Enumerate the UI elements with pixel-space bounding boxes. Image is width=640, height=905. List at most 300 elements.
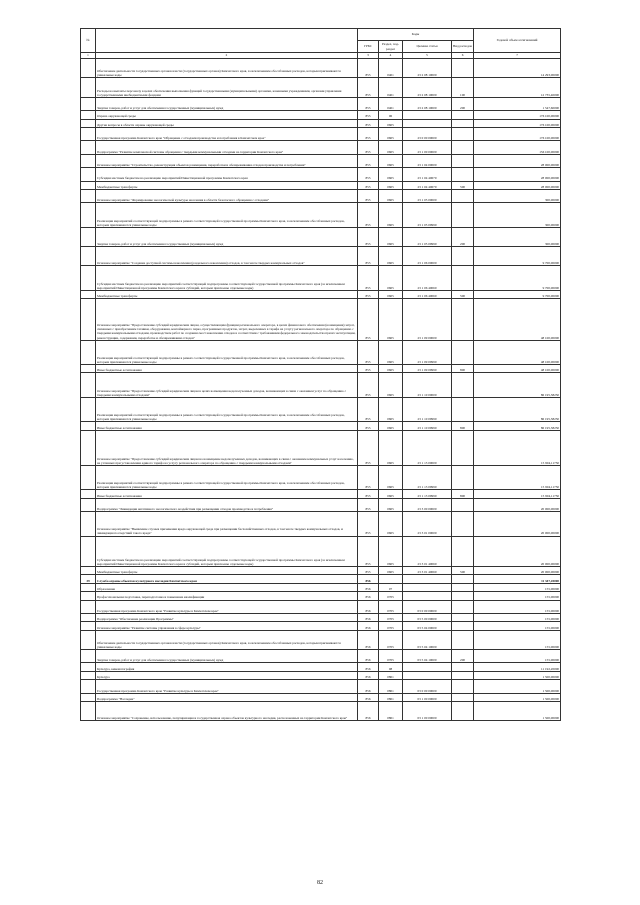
row-target-article <box>403 592 452 600</box>
row-amount: 48 100,00000 <box>474 299 561 340</box>
row-amount: 155,00000 <box>474 592 561 600</box>
row-section: 0605 <box>379 422 403 430</box>
row-target-article: 03 5 04 10000 <box>403 630 452 649</box>
row-expense-type <box>452 680 474 693</box>
row-expense-type <box>452 702 474 721</box>
row-section: 0401 <box>379 78 403 97</box>
table-row <box>81 575 561 583</box>
row-number <box>81 600 96 613</box>
row-name: Профессиональная подготовка, переподготовка и повышение квалификации <box>96 592 358 600</box>
row-target-article: 23 1 06 40060 <box>403 290 452 298</box>
row-expense-type <box>452 127 474 140</box>
row-target-article: 03 5 04 00000 <box>403 622 452 630</box>
row-expense-type <box>452 498 474 511</box>
row-name: Закупка товаров, работ и услуг для обеспечения государственных (муниципальных) нужд <box>96 227 358 246</box>
row-number <box>81 141 96 154</box>
row-number <box>81 512 96 536</box>
row-target-article: 23 1 04 40670 <box>403 181 452 189</box>
table-row <box>81 247 561 266</box>
row-grbs: 855 <box>358 127 379 140</box>
table-row <box>81 290 561 298</box>
row-name: Основное мероприятие "Выявление случаев причинения вреда окружающей среде при размещении бесхозяйственных отходов, в том числе твердых коммунальных отходов, и ликвидация последствий такого вреда" <box>96 512 358 536</box>
row-name: Иные бюджетные ассигнования <box>96 490 358 498</box>
row-amount: 86 195,38250 <box>474 397 561 421</box>
row-name: Реализация мероприятий соответствующей подпрограммы в рамках соответствующей государственной программы Камчатского края, за исключением обособленных расходов, которым присваиваются уникальные коды <box>96 340 358 364</box>
row-number <box>81 702 96 721</box>
row-amount: 156 100,00000 <box>474 141 561 154</box>
row-name: Государственная программа Камчатского края "Развитие культуры в Камчатском крае" <box>96 680 358 693</box>
row-amount: 155,00000 <box>474 600 561 613</box>
table-row <box>81 299 561 340</box>
row-target-article: 23 1 05 09990 <box>403 203 452 227</box>
row-grbs: 855 <box>358 430 379 465</box>
row-amount: 9 700,00000 <box>474 266 561 290</box>
row-name: Обеспечение деятельности государственных органов власти (государственных органов) Камчатского края, за исключением обособленных расходов, которым присваиваются уникальные коды <box>96 630 358 649</box>
row-name: Подпрограмма "Наследие" <box>96 693 358 701</box>
row-expense-type <box>452 141 474 154</box>
row-section: 0705 <box>379 650 403 663</box>
row-amount: 28 000,00000 <box>474 168 561 181</box>
row-target-article: 23 1 09 09990 <box>403 365 452 373</box>
row-name: Иные бюджетные ассигнования <box>96 365 358 373</box>
row-expense-type <box>452 663 474 671</box>
row-grbs: 856 <box>358 575 379 583</box>
row-target-article: 23 1 10 00000 <box>403 373 452 397</box>
row-expense-type: 200 <box>452 650 474 663</box>
row-section: 0801 <box>379 693 403 701</box>
row-number <box>81 111 96 119</box>
row-expense-type <box>452 671 474 679</box>
table-row <box>81 154 561 167</box>
row-section: 0605 <box>379 373 403 397</box>
row-amount: 1 500,00000 <box>474 680 561 693</box>
row-expense-type <box>452 600 474 613</box>
table-row <box>81 498 561 511</box>
row-amount: 300,00000 <box>474 189 561 202</box>
row-section: 0401 <box>379 97 403 110</box>
row-grbs: 855 <box>358 168 379 181</box>
row-amount: 1 500,00000 <box>474 702 561 721</box>
row-grbs: 855 <box>358 59 379 78</box>
row-section: 0705 <box>379 613 403 621</box>
row-number <box>81 203 96 227</box>
row-expense-type <box>452 154 474 167</box>
row-target-article: 23 1 05 09990 <box>403 227 452 246</box>
row-grbs: 855 <box>358 422 379 430</box>
row-number <box>81 97 96 110</box>
row-grbs: 855 <box>358 227 379 246</box>
row-amount: 155,00000 <box>474 622 561 630</box>
row-target-article: 03 0 00 00000 <box>403 600 452 613</box>
row-expense-type <box>452 430 474 465</box>
row-target-article: 23 3 00 00000 <box>403 498 452 511</box>
row-grbs: 855 <box>358 290 379 298</box>
row-number <box>81 59 96 78</box>
row-section: 0605 <box>379 227 403 246</box>
row-number <box>81 630 96 649</box>
row-amount: 176 100,00000 <box>474 111 561 119</box>
row-target-article <box>403 119 452 127</box>
row-name: Расходы на выплаты персоналу в целях обеспечения выполнения функций государственными (муниципальными) органами, казенными учреждениями, органами управления государственными внебюджетными фондами <box>96 78 358 97</box>
row-amount: 176 100,00000 <box>474 127 561 140</box>
table-row <box>81 630 561 649</box>
table-row <box>81 680 561 693</box>
column-index: 7 <box>474 53 561 59</box>
row-target-article: 23 1 04 00000 <box>403 154 452 167</box>
row-expense-type <box>452 266 474 290</box>
row-amount: 48 100,00000 <box>474 365 561 373</box>
header-no: № <box>81 29 96 53</box>
row-name: Служба охраны объектов культурного наследия Камчатского края <box>96 575 358 583</box>
table-row <box>81 512 561 536</box>
row-grbs: 855 <box>358 154 379 167</box>
row-target-article: 23 1 09 00000 <box>403 299 452 340</box>
row-expense-type <box>452 630 474 649</box>
header-total: Годовой объем ассигнований <box>474 29 561 53</box>
row-name: Реализация мероприятий соответствующей подпрограммы в рамках соответствующей государственной программы Камчатского края, за исключением обособленных расходов, которым присваиваются уникальные коды <box>96 397 358 421</box>
row-name: Другие вопросы в области охраны окружающей среды <box>96 119 358 127</box>
row-number <box>81 650 96 663</box>
row-amount: 9 700,00000 <box>474 290 561 298</box>
row-section: 0705 <box>379 592 403 600</box>
row-grbs: 855 <box>358 181 379 189</box>
row-target-article: 03 5 00 00000 <box>403 613 452 621</box>
row-amount: 155,00000 <box>474 613 561 621</box>
row-target-article: 23 1 04 40670 <box>403 168 452 181</box>
row-amount: 28 000,00000 <box>474 181 561 189</box>
row-section: 0705 <box>379 622 403 630</box>
table-row <box>81 203 561 227</box>
row-expense-type <box>452 168 474 181</box>
row-section: 0605 <box>379 566 403 574</box>
row-amount: 20 000,00000 <box>474 536 561 566</box>
row-amount: 1 500,00000 <box>474 693 561 701</box>
row-grbs: 855 <box>358 78 379 97</box>
row-section: 0605 <box>379 181 403 189</box>
row-number <box>81 693 96 701</box>
row-name: Охрана окружающей среды <box>96 111 358 119</box>
column-index: 1 <box>81 53 96 59</box>
row-expense-type <box>452 119 474 127</box>
row-number <box>81 78 96 97</box>
row-expense-type <box>452 340 474 364</box>
row-section: 0605 <box>379 490 403 498</box>
table-row <box>81 671 561 679</box>
row-amount: 11 192,20000 <box>474 663 561 671</box>
row-expense-type <box>452 512 474 536</box>
table-row <box>81 465 561 489</box>
row-section <box>379 575 403 583</box>
row-expense-type: 800 <box>452 422 474 430</box>
row-name: Межбюджетные трансферты <box>96 290 358 298</box>
row-section: 0401 <box>379 59 403 78</box>
row-target-article: 23 1 09 09990 <box>403 340 452 364</box>
row-expense-type: 200 <box>452 97 474 110</box>
table-row <box>81 340 561 364</box>
table-row <box>81 583 561 591</box>
row-target-article <box>403 111 452 119</box>
column-index: 5 <box>403 53 452 59</box>
row-section: 0605 <box>379 465 403 489</box>
table-row <box>81 702 561 721</box>
row-number <box>81 365 96 373</box>
row-number <box>81 680 96 693</box>
row-name: Культура, кинематография <box>96 663 358 671</box>
table-row <box>81 490 561 498</box>
table-row <box>81 422 561 430</box>
row-name: Образование <box>96 583 358 591</box>
header-grbs: ГРБС <box>358 41 379 53</box>
row-section: 07 <box>379 583 403 591</box>
row-name: Культура <box>96 671 358 679</box>
table-row <box>81 97 561 110</box>
row-name: Реализация мероприятий соответствующей подпрограммы в рамках соответствующей государственной программы Камчатского края, за исключением обособленных расходов, которым присваиваются уникальные коды <box>96 465 358 489</box>
row-name: Субсидии местным бюджетам на реализацию мероприятий соответствующей подпрограммы соответствующей государственной программы Камчатского края (за исключением мероприятий Инвестиционной программы Камчатского края и субсидий, которым присвоены отдельные коды) <box>96 266 358 290</box>
row-amount: 15 904,11750 <box>474 430 561 465</box>
table-body <box>81 59 561 721</box>
row-section: 0605 <box>379 189 403 202</box>
row-number <box>81 566 96 574</box>
row-expense-type <box>452 397 474 421</box>
row-grbs: 856 <box>358 671 379 679</box>
row-expense-type: 500 <box>452 566 474 574</box>
row-name: Реализация мероприятий соответствующей подпрограммы в рамках соответствующей государственной программы Камчатского края, за исключением обособленных расходов, которым присваиваются уникальные коды <box>96 203 358 227</box>
row-section: 0605 <box>379 119 403 127</box>
row-expense-type <box>452 373 474 397</box>
row-name: Основное мероприятие "Предоставление субсидий юридическим лицам в целях возмещения недополученных доходов, возникающих в связи с оказанием услуг по обращению с твердыми коммунальными отходами" <box>96 373 358 397</box>
row-number <box>81 663 96 671</box>
table-row <box>81 566 561 574</box>
row-name: Обеспечение деятельности государственных органов власти (государственных органов) Камчатского края, за исключением обособленных расходов, которым присваиваются уникальные коды <box>96 59 358 78</box>
row-amount: 20 000,00000 <box>474 512 561 536</box>
row-number <box>81 613 96 621</box>
row-number <box>81 340 96 364</box>
row-section: 0605 <box>379 247 403 266</box>
table-row <box>81 181 561 189</box>
row-expense-type: 500 <box>452 290 474 298</box>
row-target-article: 23 2 08 10000 <box>403 97 452 110</box>
row-number <box>81 181 96 189</box>
row-grbs: 855 <box>358 111 379 119</box>
row-section: 0605 <box>379 168 403 181</box>
row-target-article: 03 1 00 00000 <box>403 702 452 721</box>
row-target-article: 23 1 00 00000 <box>403 141 452 154</box>
row-number <box>81 498 96 511</box>
row-name: Основное мероприятие "Предоставление субсидий юридическим лицам на возмещение недополученных доходов, возникающих в связи с оказанием коммунальных услуг населению, не учтенных при установлении единого тарифа на услугу регионального оператора по обращению с твердыми коммунальными отходами" <box>96 430 358 465</box>
row-number <box>81 583 96 591</box>
column-index: 3 <box>358 53 379 59</box>
row-amount: 1 500,00000 <box>474 671 561 679</box>
row-target-article: 23 3 01 40060 <box>403 566 452 574</box>
row-amount: 176 100,00000 <box>474 119 561 127</box>
row-expense-type <box>452 247 474 266</box>
row-amount: 300,00000 <box>474 203 561 227</box>
row-number <box>81 422 96 430</box>
row-number <box>81 119 96 127</box>
row-section: 0801 <box>379 702 403 721</box>
table-row <box>81 373 561 397</box>
table-row <box>81 168 561 181</box>
row-name: Межбюджетные трансферты <box>96 566 358 574</box>
row-number <box>81 154 96 167</box>
row-name: Основное мероприятие "Строительство, реконструкция объектов размещения, переработки и обезвреживания отходов производства и потребления" <box>96 154 358 167</box>
row-amount: 86 195,38250 <box>474 373 561 397</box>
row-section: 0605 <box>379 141 403 154</box>
row-grbs: 856 <box>358 622 379 630</box>
row-grbs: 856 <box>358 680 379 693</box>
table-row <box>81 600 561 613</box>
row-grbs: 856 <box>358 583 379 591</box>
header-expense-type: Вид расходов <box>452 41 474 53</box>
table-row <box>81 663 561 671</box>
row-grbs: 855 <box>358 203 379 227</box>
row-target-article <box>403 663 452 671</box>
row-expense-type <box>452 299 474 340</box>
row-section: 0605 <box>379 498 403 511</box>
row-target-article <box>403 575 452 583</box>
row-section: 0605 <box>379 127 403 140</box>
table-row <box>81 613 561 621</box>
row-name: Субсидии местным бюджетам на реализацию мероприятий Инвестиционной программы Камчатского края <box>96 168 358 181</box>
table-row <box>81 266 561 290</box>
row-section: 0705 <box>379 630 403 649</box>
row-section: 0801 <box>379 671 403 679</box>
row-grbs: 855 <box>358 247 379 266</box>
row-grbs: 855 <box>358 119 379 127</box>
header-razdel: Раздел, под-раздел <box>379 41 403 53</box>
row-amount: 155,00000 <box>474 650 561 663</box>
column-index: 6 <box>452 53 474 59</box>
table-row <box>81 430 561 465</box>
row-target-article: 23 3 01 00000 <box>403 512 452 536</box>
table-row <box>81 397 561 421</box>
table-row <box>81 622 561 630</box>
row-grbs: 855 <box>358 566 379 574</box>
row-expense-type <box>452 203 474 227</box>
table-row <box>81 111 561 119</box>
row-number <box>81 465 96 489</box>
row-target-article: 23 2 08 10000 <box>403 78 452 97</box>
row-grbs: 855 <box>358 141 379 154</box>
row-target-article <box>403 671 452 679</box>
row-number <box>81 168 96 181</box>
row-section: 0605 <box>379 365 403 373</box>
row-grbs: 855 <box>358 373 379 397</box>
row-target-article: 03 1 00 00000 <box>403 693 452 701</box>
row-target-article: 03 5 04 10000 <box>403 650 452 663</box>
row-grbs: 855 <box>358 465 379 489</box>
column-index: 4 <box>379 53 403 59</box>
row-amount: 20 000,00000 <box>474 498 561 511</box>
table-row <box>81 78 561 97</box>
row-expense-type <box>452 613 474 621</box>
row-section: 0605 <box>379 430 403 465</box>
row-expense-type <box>452 575 474 583</box>
page-number: 82 <box>317 880 323 886</box>
row-number <box>81 290 96 298</box>
row-name: Закупка товаров, работ и услуг для обеспечения государственных (муниципальных) нужд <box>96 97 358 110</box>
row-expense-type <box>452 536 474 566</box>
row-section: 0605 <box>379 512 403 536</box>
row-grbs: 855 <box>358 490 379 498</box>
row-expense-type <box>452 189 474 202</box>
row-amount: 155,00000 <box>474 583 561 591</box>
row-number <box>81 397 96 421</box>
table-header-row <box>81 29 561 41</box>
table-row <box>81 227 561 246</box>
row-amount: 48 100,00000 <box>474 340 561 364</box>
row-number <box>81 490 96 498</box>
row-number <box>81 299 96 340</box>
row-target-article: 23 1 13 09990 <box>403 465 452 489</box>
row-section: 0605 <box>379 536 403 566</box>
row-target-article: 23 3 01 40060 <box>403 536 452 566</box>
row-name: Подпрограмма "Развитие комплексной системы обращения с твердыми коммунальными отходами на территории Камчатского края" <box>96 141 358 154</box>
budget-table <box>80 28 561 721</box>
row-grbs: 856 <box>358 693 379 701</box>
column-index: 2 <box>96 53 358 59</box>
row-amount: 11 347,20000 <box>474 575 561 583</box>
row-number <box>81 266 96 290</box>
row-name: Основное мероприятие "Сохранение, использование, популяризация и государственная охрана объектов культурного наследия, расположенных на территории Камчатского края" <box>96 702 358 721</box>
row-grbs: 856 <box>358 600 379 613</box>
row-grbs: 855 <box>358 189 379 202</box>
header-target: Целевая статья <box>403 41 452 53</box>
row-expense-type <box>452 59 474 78</box>
row-number <box>81 189 96 202</box>
row-number <box>81 671 96 679</box>
row-target-article: 03 0 00 00000 <box>403 680 452 693</box>
row-number <box>81 430 96 465</box>
row-amount: 1 547,60000 <box>474 97 561 110</box>
row-section: 0605 <box>379 154 403 167</box>
row-expense-type: 100 <box>452 78 474 97</box>
row-grbs: 855 <box>358 340 379 364</box>
row-grbs: 856 <box>358 663 379 671</box>
row-name: Основное мероприятие "Предоставление субсидий юридическим лицам, осуществляющим функции регионального оператора, в целях финансового обеспечения (возмещения) затрат, связанных с приобретением техники, оборудования, контейнерного парка, программных продуктов, затрат, выделенных в тарифе на услугу регионального оператора по обращению с твердыми коммунальными отходами, производством работ по созданию мест накопления отходов в соответствии с требованиями федерального законодательства при их эксплуатации, реконструкции, содержании, переработке и обезвреживании отходов" <box>96 299 358 340</box>
table-row <box>81 650 561 663</box>
table-row <box>81 693 561 701</box>
row-name: Подпрограмма "Ликвидация негативного экологического воздействия при размещении отходов производства и потребления" <box>96 498 358 511</box>
row-name: Государственная программа Камчатского края "Обращение с отходами производства и потребления в Камчатском крае" <box>96 127 358 140</box>
table-row <box>81 119 561 127</box>
row-section: 0801 <box>379 680 403 693</box>
row-target-article: 23 1 10 09990 <box>403 397 452 421</box>
row-section: 08 <box>379 663 403 671</box>
row-amount: 300,00000 <box>474 227 561 246</box>
row-name: Иные бюджетные ассигнования <box>96 422 358 430</box>
row-expense-type <box>452 622 474 630</box>
header-name <box>96 29 358 53</box>
row-grbs: 856 <box>358 613 379 621</box>
row-target-article <box>403 583 452 591</box>
row-expense-type: 500 <box>452 181 474 189</box>
row-target-article: 23 1 06 00000 <box>403 247 452 266</box>
row-section: 0605 <box>379 266 403 290</box>
row-grbs: 856 <box>358 592 379 600</box>
row-grbs: 855 <box>358 97 379 110</box>
row-target-article: 23 1 05 00000 <box>403 189 452 202</box>
row-amount: 20 000,00000 <box>474 566 561 574</box>
row-section: 0605 <box>379 290 403 298</box>
row-grbs: 855 <box>358 397 379 421</box>
row-grbs: 855 <box>358 512 379 536</box>
row-grbs: 856 <box>358 650 379 663</box>
row-number <box>81 536 96 566</box>
row-target-article: 23 2 08 10000 <box>403 59 452 78</box>
row-expense-type <box>452 465 474 489</box>
row-expense-type: 800 <box>452 365 474 373</box>
